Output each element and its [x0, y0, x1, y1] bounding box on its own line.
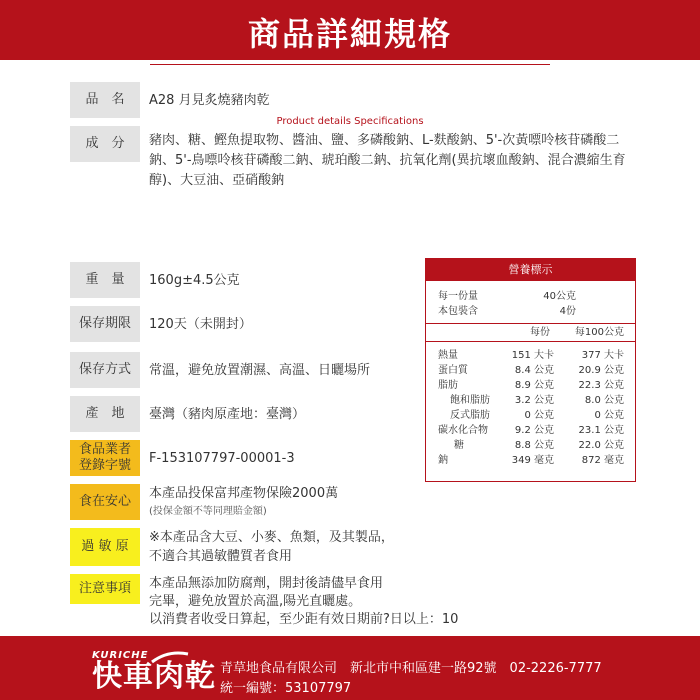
- spec-value-registration: F-153107797-00001-3: [149, 451, 295, 466]
- nutrient-name: 碳水化合物: [438, 425, 488, 436]
- nutrient-per-serving: 151 大卡: [511, 350, 554, 361]
- spec-label-insurance: 食在安心: [70, 484, 140, 520]
- spec-label-ingredients: 成 分: [70, 126, 140, 162]
- nutrient-per-serving: 349 毫克: [511, 455, 554, 466]
- col-per-100g: 每100公克: [574, 327, 624, 338]
- divider-line: [150, 64, 550, 65]
- spec-label-weight: 重 量: [70, 262, 140, 298]
- nutrition-title: 營養標示: [426, 259, 635, 281]
- spec-value-storage: 常溫，避免放置潮濕、高溫、日曬場所: [149, 363, 371, 378]
- servings-per-pack-value: 4份: [559, 306, 576, 317]
- spec-notice-line1: 本產品無添加防腐劑，開封後請儘早食用: [149, 576, 384, 591]
- nutrient-per-serving: 8.4 公克: [514, 365, 554, 376]
- brand-logo: 快車肉乾: [92, 659, 216, 694]
- spec-note-insurance: (投保金額不等同理賠金額): [149, 506, 267, 517]
- nutrient-name: 脂肪: [438, 380, 458, 391]
- spec-value-shelf-life: 120天（未開封）: [149, 317, 252, 332]
- spec-allergen-line1: ※本產品含大豆、小麥、魚類，及其製品，: [149, 530, 394, 545]
- nutrient-name: 糖: [454, 440, 464, 451]
- nutrient-name: 飽和脂肪: [450, 395, 490, 406]
- company-info: 青草地食品有限公司 新北市中和區建一路92號 02-2226-7777: [220, 661, 602, 676]
- spec-label-registration: [70, 440, 140, 476]
- spec-value-weight: 160g±4.5公克: [149, 273, 240, 288]
- company-registration: 統一編號：53107797: [220, 681, 352, 696]
- nutrient-per-100g: 20.9 公克: [578, 365, 624, 376]
- nutrient-per-100g: 8.0 公克: [584, 395, 624, 406]
- nutrient-per-serving: 3.2 公克: [514, 395, 554, 406]
- subtitle-text: Product details Specifications: [270, 116, 429, 127]
- nutrient-per-100g: 0 公克: [594, 410, 624, 421]
- registration-label-line1: 食品業者: [78, 442, 131, 457]
- spec-label-name: 品 名: [70, 82, 140, 118]
- spec-label-allergen: 過 敏 原: [70, 528, 140, 566]
- brand-logo-small: KURICHE: [92, 650, 149, 661]
- serving-size-label: 每一份量: [438, 291, 478, 302]
- nutrition-divider: [426, 341, 635, 342]
- spec-value-origin: 臺灣（豬肉原產地：臺灣）: [149, 407, 306, 422]
- servings-per-pack-label: 本包裝含: [438, 306, 478, 317]
- nutrition-table: [425, 258, 636, 482]
- spec-value-name: A28 月見炙燒豬肉乾: [149, 93, 270, 108]
- nutrient-per-serving: 0 公克: [524, 410, 554, 421]
- spec-notice-line2: 完畢，避免放置於高溫,陽光直曬處。: [149, 594, 362, 609]
- spec-allergen-line2: 不適合其過敏體質者食用: [149, 549, 293, 564]
- nutrient-per-100g: 872 毫克: [581, 455, 624, 466]
- page-title: 商品詳細規格: [247, 15, 452, 53]
- spec-label-storage: 保存方式: [70, 352, 140, 388]
- nutrient-name: 蛋白質: [438, 365, 468, 376]
- spec-label-notice: 注意事項: [70, 574, 140, 604]
- footer-banner: [0, 636, 700, 700]
- nutrient-per-100g: 23.1 公克: [578, 425, 624, 436]
- registration-label-line2: 登錄字號: [78, 458, 131, 473]
- nutrient-per-serving: 9.2 公克: [514, 425, 554, 436]
- nutrient-name: 鈉: [438, 455, 448, 466]
- spec-value-insurance: 本產品投保富邦產物保險2000萬: [149, 486, 339, 501]
- header-banner: [0, 0, 700, 60]
- spec-label-origin: 產 地: [70, 396, 140, 432]
- spec-notice-line3: 以消費者收受日算起，至少距有效日期前?日以上：10: [149, 612, 459, 627]
- nutrient-per-100g: 22.3 公克: [578, 380, 624, 391]
- nutrient-per-100g: 377 大卡: [581, 350, 624, 361]
- nutrient-per-serving: 8.8 公克: [514, 440, 554, 451]
- nutrient-name: 反式脂肪: [450, 410, 490, 421]
- spec-value-ingredients: 豬肉、糖、鰹魚提取物、醬油、鹽、多磷酸鈉、L-麩酸鈉、5'-次黃嘌呤核苷磷酸二鈉、5'-鳥嘌呤核苷磷酸二鈉、琥珀酸二鈉、抗氧化劑(異抗壞血酸鈉、混合濃縮生育醇)、大豆油、亞硝酸鈉: [149, 133, 626, 188]
- spec-label-shelf-life: 保存期限: [70, 306, 140, 342]
- nutrient-per-serving: 8.9 公克: [514, 380, 554, 391]
- col-per-serving: 每份: [530, 327, 550, 338]
- serving-size-value: 40公克: [543, 291, 576, 302]
- nutrient-per-100g: 22.0 公克: [578, 440, 624, 451]
- nutrition-divider: [426, 323, 635, 324]
- nutrient-name: 熱量: [438, 350, 458, 361]
